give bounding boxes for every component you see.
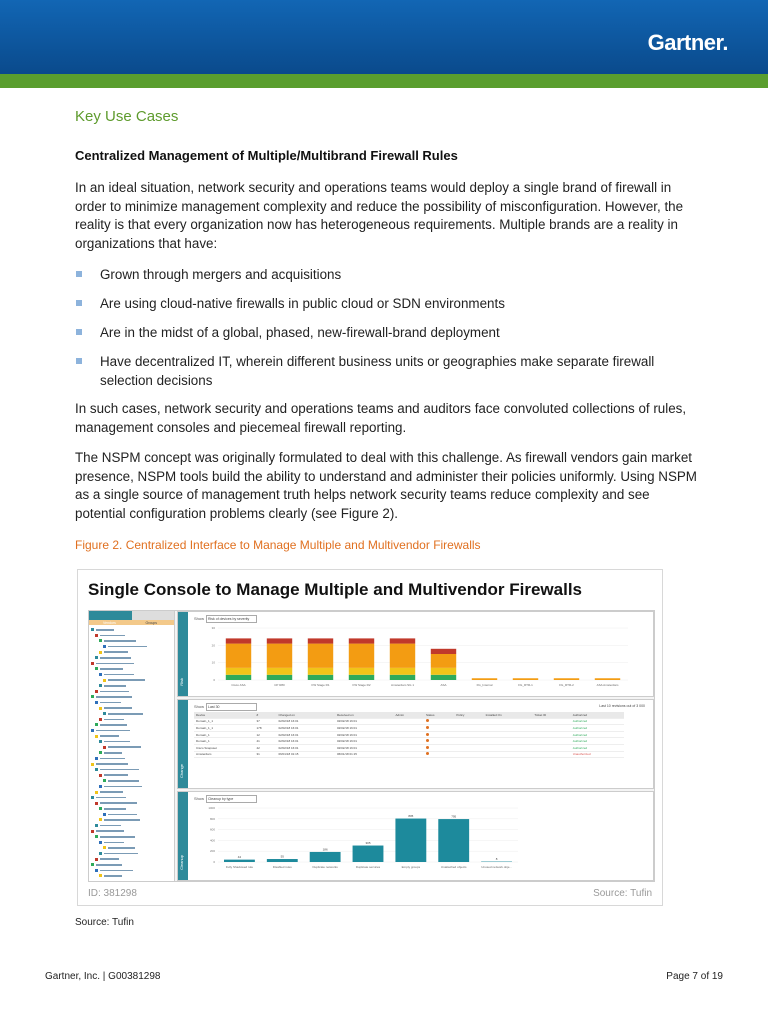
column-header[interactable]: Authorized (571, 712, 624, 718)
device-icon (95, 701, 98, 704)
table-cell: Domain_1_1 (194, 725, 254, 732)
tab-groups[interactable]: Groups (132, 611, 175, 620)
x-tick-label: Unused network obje... (481, 865, 512, 869)
device-icon (95, 723, 98, 726)
table-cell (454, 718, 483, 725)
device-icon (95, 768, 98, 771)
show-label: Show (194, 616, 205, 621)
device-icon (99, 841, 102, 844)
table-cell (393, 751, 423, 758)
device-icon (95, 690, 98, 693)
status-icon (426, 719, 429, 722)
table-cell (484, 718, 533, 725)
table-row[interactable] (194, 731, 624, 738)
y-tick-label: 1000 (208, 806, 215, 810)
bullet-item (75, 353, 700, 390)
x-tick-label: CP R80 (274, 683, 285, 687)
x-tick-label: ASA (440, 683, 447, 687)
device-icon (99, 639, 102, 642)
risk-bar-segment (431, 675, 456, 680)
device-icon (91, 830, 94, 833)
device-icon (103, 846, 106, 849)
tree-label (100, 870, 133, 872)
device-icon (91, 729, 94, 732)
device-icon (91, 863, 94, 866)
table-cell (532, 744, 570, 751)
tree-label (108, 746, 141, 748)
figure-id: ID: 381298 (88, 888, 137, 899)
device-icon (95, 824, 98, 827)
table-cell: 02/02/18 16:01 (276, 731, 335, 738)
column-header[interactable]: Ticket ID (532, 712, 570, 718)
tree-label (96, 663, 134, 665)
data-label: 186 (322, 847, 328, 852)
device-icon (91, 662, 94, 665)
bullet-square-icon (76, 358, 82, 364)
table-cell: 42 (254, 744, 276, 751)
device-icon (99, 785, 102, 788)
tree-label (108, 713, 143, 715)
risk-bar-segment (308, 644, 333, 668)
column-header[interactable]: Status (424, 712, 454, 718)
cleanup-bar (310, 852, 341, 862)
device-icon (99, 707, 102, 710)
device-icon (99, 740, 102, 743)
tree-label (104, 741, 130, 743)
table-cell: Authorized (571, 744, 624, 751)
paragraph-1: In an ideal situation, network security and operations teams would deploy a single brand of firewall in order to minimize management complexity and reduce the possibility of misconfiguration. However, the reality is that every organization now has heterogeneous requirements. Multiple brands are a reality in organizations that have: (75, 180, 684, 251)
figure-source: Source: Tufin (593, 888, 652, 899)
tree-label (100, 657, 131, 659)
table-cell: Cisco Snapsset (194, 744, 254, 751)
gartner-logo: Gartner. (647, 30, 728, 55)
bullet-square-icon (76, 329, 82, 335)
tree-label (108, 679, 145, 681)
device-icon (103, 679, 106, 682)
table-cell: 12 (254, 731, 276, 738)
tree-label (100, 769, 139, 771)
table-cell: 02/02/18 16:01 (335, 731, 394, 738)
bullet-item (75, 324, 700, 343)
table-row[interactable] (194, 751, 624, 758)
risk-bar-segment (431, 649, 456, 654)
y-tick-label: 200 (209, 849, 215, 854)
risk-bar-chart (198, 624, 638, 694)
table-cell (424, 751, 454, 758)
table-row[interactable] (194, 725, 624, 732)
figure-caption: Figure 2. Centralized Interface to Manage Multiple and Multivendor Firewalls (75, 538, 481, 552)
device-icon (95, 634, 98, 637)
tree-label (100, 735, 119, 737)
tree-label (104, 774, 128, 776)
data-label: 795 (451, 814, 457, 819)
bullet-text: Grown through mergers and acquisitions (100, 267, 342, 282)
table-cell: 02/02/18 16:01 (335, 725, 394, 732)
cleanup-bar (267, 859, 298, 862)
status-icon (426, 733, 429, 736)
tree-label (108, 780, 139, 782)
tree-label (96, 797, 126, 799)
tree-label (100, 858, 119, 860)
table-cell (393, 725, 423, 732)
tree-label (100, 724, 127, 726)
tree-label (100, 802, 137, 804)
device-icon (95, 835, 98, 838)
cleanup-bar (395, 819, 426, 862)
bullet-text: Are in the midst of a global, phased, new-firewall-brand deployment (100, 325, 500, 340)
risk-bar-segment (267, 668, 292, 675)
table-cell: Domain_1_1 (194, 718, 254, 725)
tree-label (108, 646, 147, 648)
x-tick-label: Duplicate networks (312, 865, 338, 869)
x-tick-label: Cisco ASA (231, 683, 246, 687)
tree-label (100, 691, 129, 693)
device-icon (91, 763, 94, 766)
table-cell (393, 744, 423, 751)
table-cell: 37 (254, 718, 276, 725)
column-header[interactable]: # (254, 712, 276, 718)
table-cell: Authorized (571, 718, 624, 725)
column-header[interactable]: Changed on (276, 712, 335, 718)
table-cell: 31 (254, 751, 276, 758)
header-stripe (0, 74, 768, 88)
risk-bar-segment (308, 675, 333, 680)
table-cell (532, 718, 570, 725)
tree-label (100, 635, 125, 637)
x-tick-label: Unattached objects (440, 865, 467, 869)
table-cell: Authorized (571, 725, 624, 732)
table-cell: 178 (254, 725, 276, 732)
x-tick-label: FG_RTR-1 (518, 683, 533, 687)
column-header[interactable]: Policy (454, 712, 483, 718)
device-icon (91, 695, 94, 698)
device-icon (99, 807, 102, 810)
x-tick-label: Disabled rules (272, 865, 292, 869)
cleanup-bar (224, 860, 255, 862)
table-cell: 02/02/18 16:01 (335, 744, 394, 751)
device-icon (99, 852, 102, 855)
column-header[interactable]: Admin (393, 712, 423, 718)
status-icon (426, 726, 429, 729)
risk-bar-segment (267, 644, 292, 668)
risk-side-tab[interactable]: Risk (178, 612, 188, 696)
data-label: 55 (280, 854, 284, 859)
tree-label (104, 651, 128, 653)
column-header[interactable]: Device (194, 712, 254, 718)
x-tick-label: ASA Amsterdam (596, 683, 619, 687)
table-cell: Authorized (571, 738, 624, 745)
x-tick-label: Duplicate services (355, 865, 381, 869)
status-icon (426, 752, 429, 755)
table-cell: Domain_1 (194, 731, 254, 738)
tab-vendors[interactable]: Vendors (89, 611, 132, 620)
paragraph-2: In such cases, network security and operations teams and auditors face convoluted collections of rules, management consoles and piecemeal firewall reporting. (75, 401, 687, 435)
device-icon (99, 818, 102, 821)
risk-bar-segment (226, 675, 251, 680)
tree-label (104, 786, 142, 788)
risk-bar-segment (390, 644, 415, 668)
app-screenshot (88, 610, 655, 882)
bullet-square-icon (76, 300, 82, 306)
table-cell (484, 744, 533, 751)
table-row[interactable] (194, 738, 624, 745)
table-cell (424, 718, 454, 725)
table-cell (484, 731, 533, 738)
tree-label (100, 702, 121, 704)
data-label: 805 (408, 814, 414, 819)
table-cell: 06/01/18 01:15 (335, 751, 394, 758)
table-cell (424, 738, 454, 745)
tree-label (104, 808, 126, 810)
table-cell (454, 731, 483, 738)
tree-label (104, 875, 122, 877)
risk-bar-segment (349, 638, 374, 643)
x-tick-label: FG_Internal (476, 683, 493, 687)
tree-label (96, 629, 114, 631)
table-cell: Amsterdam (194, 751, 254, 758)
x-tick-label: FG_RTR-2 (559, 683, 574, 687)
table-cell (454, 751, 483, 758)
bullet-text: Have decentralized IT, wherein different business units or geographies make separate firewall selection decisions (100, 354, 655, 388)
revisions-alert: Last 10 revisions out of 3 000 (599, 704, 645, 708)
data-label: 44 (237, 855, 242, 860)
change-select[interactable]: Last 30 (206, 703, 257, 711)
status-icon (426, 746, 429, 749)
tree-tabs (89, 611, 174, 625)
device-icon (99, 684, 102, 687)
section-title: Key Use Cases (75, 108, 179, 125)
x-tick-label: Empty groups (401, 865, 421, 869)
change-panel (177, 699, 654, 789)
tree-label (100, 836, 135, 838)
tree-label (96, 730, 130, 732)
risk-bar-segment (267, 638, 292, 643)
risk-bar-segment (595, 678, 620, 680)
table-cell: 06/01/18 01:15 (276, 751, 335, 758)
tree-label (108, 814, 137, 816)
cleanup-select[interactable]: Cleanup by type (206, 795, 257, 803)
device-icon (99, 651, 102, 654)
table-cell: Authorized (571, 731, 624, 738)
risk-bar-segment (472, 678, 497, 680)
tree-label (96, 696, 132, 698)
figure-title: Single Console to Manage Multiple and Multivendor Firewalls (88, 580, 582, 599)
x-tick-label: Amsterdam SG 1 (390, 683, 415, 687)
device-icon (95, 735, 98, 738)
bullet-item (75, 266, 700, 285)
show-label: Show (194, 796, 205, 801)
table-cell: Unauthorized (571, 751, 624, 758)
table-cell: Domain_1 (194, 738, 254, 745)
table-cell (484, 738, 533, 745)
cleanup-bar (353, 846, 384, 862)
table-cell (393, 731, 423, 738)
footer-left: Gartner, Inc. | G00381298 (45, 971, 161, 982)
tree-label (96, 864, 122, 866)
table-row[interactable] (194, 744, 624, 751)
table-cell (424, 744, 454, 751)
show-label: Show (194, 704, 205, 709)
changes-table (194, 712, 624, 758)
table-cell (424, 725, 454, 732)
tree-label (104, 685, 126, 687)
risk-bar-segment (267, 675, 292, 680)
figure (77, 569, 663, 906)
source-note: Source: Tufin (75, 917, 134, 928)
y-tick-label: 20 (211, 643, 215, 648)
risk-bar-segment (513, 678, 538, 680)
table-cell (454, 738, 483, 745)
device-icon (91, 796, 94, 799)
risk-bar-segment (349, 675, 374, 680)
y-tick-label: 30 (211, 626, 215, 630)
data-label: 305 (365, 841, 371, 846)
device-icon (99, 774, 102, 777)
cleanup-panel (177, 791, 654, 881)
risk-bar-segment (226, 644, 251, 668)
device-icon (91, 628, 94, 631)
y-tick-label: 10 (211, 660, 215, 665)
risk-bar-segment (431, 654, 456, 668)
table-cell (532, 751, 570, 758)
tree-label (96, 763, 128, 765)
device-icon (95, 757, 98, 760)
bullet-item (75, 295, 700, 314)
x-tick-label: FW Stage R1 (311, 683, 330, 687)
table-cell: 41 (254, 738, 276, 745)
device-icon (99, 718, 102, 721)
subheading: Centralized Management of Multiple/Multibrand Firewall Rules (75, 148, 458, 163)
tree-row[interactable] (91, 873, 172, 879)
tree-label (104, 853, 138, 855)
bullet-square-icon (76, 271, 82, 277)
device-icon (99, 751, 102, 754)
table-cell (454, 744, 483, 751)
table-cell: 02/02/18 16:01 (276, 744, 335, 751)
device-icon (103, 645, 106, 648)
x-tick-label: Fully Shadowed rule (225, 865, 254, 869)
cleanup-bar (438, 819, 469, 862)
device-icon (95, 802, 98, 805)
page-header (0, 0, 768, 74)
y-tick-label: 0 (213, 860, 215, 864)
table-cell: 02/02/18 16:01 (335, 718, 394, 725)
tree-label (100, 825, 121, 827)
bullet-text: Are using cloud-native firewalls in public cloud or SDN environments (100, 296, 505, 311)
tree-label (104, 674, 134, 676)
device-icon (103, 813, 106, 816)
tree-label (104, 752, 122, 754)
device-icon (95, 656, 98, 659)
device-icon (99, 874, 102, 877)
risk-bar-segment (390, 638, 415, 643)
device-icon (95, 791, 98, 794)
risk-bar-segment (390, 675, 415, 680)
y-tick-label: 600 (209, 827, 215, 832)
table-cell (424, 731, 454, 738)
tree-rows (89, 625, 174, 881)
device-icon (95, 869, 98, 872)
tree-label (96, 830, 124, 832)
bullet-list (75, 266, 700, 401)
tree-label (104, 640, 136, 642)
table-cell (484, 751, 533, 758)
risk-bar-segment (226, 638, 251, 643)
table-cell: 02/02/18 16:01 (335, 738, 394, 745)
tree-label (104, 819, 140, 821)
risk-select[interactable]: Risk of devices by severity (206, 615, 257, 623)
table-cell (393, 738, 423, 745)
data-label: 8 (495, 857, 498, 862)
table-cell (393, 718, 423, 725)
device-icon (99, 673, 102, 676)
tree-label (100, 668, 123, 670)
tree-label (108, 847, 135, 849)
column-header[interactable]: Installed On (484, 712, 533, 718)
tree-label (104, 842, 124, 844)
risk-panel (177, 611, 654, 697)
cleanup-bar-chart (198, 804, 638, 876)
x-tick-label: FW Stage R2 (352, 683, 371, 687)
tree-label (100, 791, 123, 793)
table-cell (454, 725, 483, 732)
table-cell: 02/02/18 16:01 (276, 738, 335, 745)
risk-bar-segment (390, 668, 415, 675)
change-side-tab[interactable]: Change (178, 700, 188, 788)
risk-bar-segment (308, 638, 333, 643)
risk-bar-segment (349, 644, 374, 668)
tree-label (100, 758, 125, 760)
risk-bar-segment (554, 678, 579, 680)
device-icon (103, 712, 106, 715)
table-cell (484, 725, 533, 732)
device-icon (103, 779, 106, 782)
table-row[interactable] (194, 718, 624, 725)
device-icon (95, 667, 98, 670)
y-tick-label: 800 (209, 816, 215, 821)
risk-bar-segment (431, 668, 456, 675)
y-tick-label: 400 (209, 838, 215, 843)
tree-label (104, 707, 132, 709)
status-icon (426, 739, 429, 742)
table-cell: 02/02/18 16:01 (276, 718, 335, 725)
table-cell (532, 738, 570, 745)
paragraph-3: The NSPM concept was originally formulated to deal with this challenge. As firewall vendors gain market presence, NSPM tools build the ability to understand and administer their policies uniformly. Using NSPM as a single source of management truth helps network security teams reduce complexity and see potential configuration problems clearly (see Figure 2). (75, 450, 697, 521)
risk-bar-segment (308, 668, 333, 675)
page-number: Page 7 of 19 (666, 971, 723, 982)
tree-label (104, 719, 124, 721)
y-tick-label: 0 (213, 678, 215, 682)
table-cell (532, 725, 570, 732)
table-cell (532, 731, 570, 738)
table-cell: 02/02/18 16:01 (276, 725, 335, 732)
column-header[interactable]: Received on (335, 712, 394, 718)
cleanup-side-tab[interactable]: Cleanup (178, 792, 188, 880)
device-tree (89, 611, 175, 881)
risk-bar-segment (349, 668, 374, 675)
device-icon (95, 858, 98, 861)
device-icon (103, 746, 106, 749)
risk-bar-segment (226, 668, 251, 675)
